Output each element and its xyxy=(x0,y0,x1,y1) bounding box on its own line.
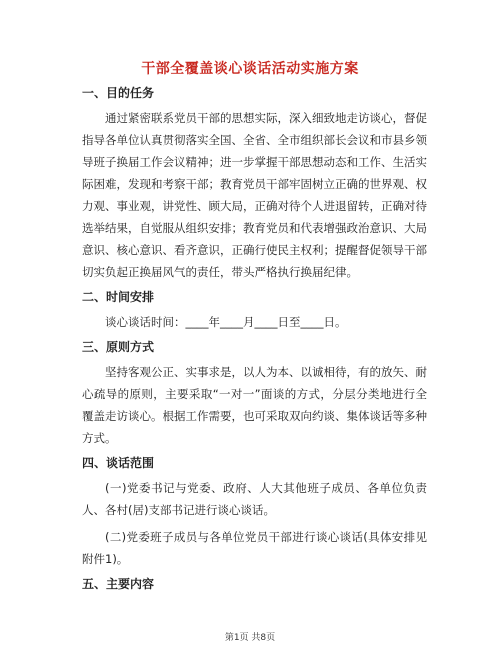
section-schedule xyxy=(82,288,427,333)
section-paragraph: (二)党委班子成员与各单位党员干部进行谈心谈话(具体安排见附件1)。 xyxy=(82,530,427,566)
section-principles xyxy=(82,338,427,449)
section-purpose xyxy=(82,84,427,283)
section-heading: 二、时间安排 xyxy=(82,290,155,304)
document-body xyxy=(82,84,427,598)
section-heading: 五、主要内容 xyxy=(82,577,155,591)
section-paragraph: (一)党委书记与党委、政府、人大其他班子成员、各单位负责人、各村(居)支部书记进行谈心谈话。 xyxy=(82,481,427,517)
section-paragraph: 坚持客观公正、实事求是，以人为本、以诚相待，有的放矢、耐心疏导的原则，主要采取“一对一”面谈的方式，分层分类地进行全覆盖走访谈心。根据工作需要，也可采取双向约谈、集体谈话等多种方式。 xyxy=(82,365,427,445)
section-scope xyxy=(82,454,427,570)
section-heading: 一、目的任务 xyxy=(82,86,155,100)
section-heading: 四、谈话范围 xyxy=(82,456,155,470)
section-heading: 三、原则方式 xyxy=(82,340,155,354)
page-number: 第1页 共8页 xyxy=(224,633,276,643)
document-title: 干部全覆盖谈心谈话活动实施方案 xyxy=(141,61,359,77)
section-content xyxy=(82,575,427,593)
section-paragraph: 谈心谈话时间：____年____月____日至____日。 xyxy=(105,315,347,329)
section-paragraph: 通过紧密联系党员干部的思想实际，深入细致地走访谈心，督促指导各单位认真贯彻落实全国、全省、全市组织部长会议和市县乡领导班子换届工作会议精神；进一步掌握干部思想动态和工作、生活实际困难，发现和考察干部；教育党员干部牢固树立正确的世界观、权力观、事业观，讲党性、顾大局，正确对待个人进退留转，正确对待选举结果，自觉服从组织安排；教育党员和代表增强政治意识、大局意识、核心意识、看齐意识，正确行使民主权利；提醒督促领导干部切实负起正换届风气的责任，带头严格执行换届纪律。 xyxy=(82,111,427,279)
